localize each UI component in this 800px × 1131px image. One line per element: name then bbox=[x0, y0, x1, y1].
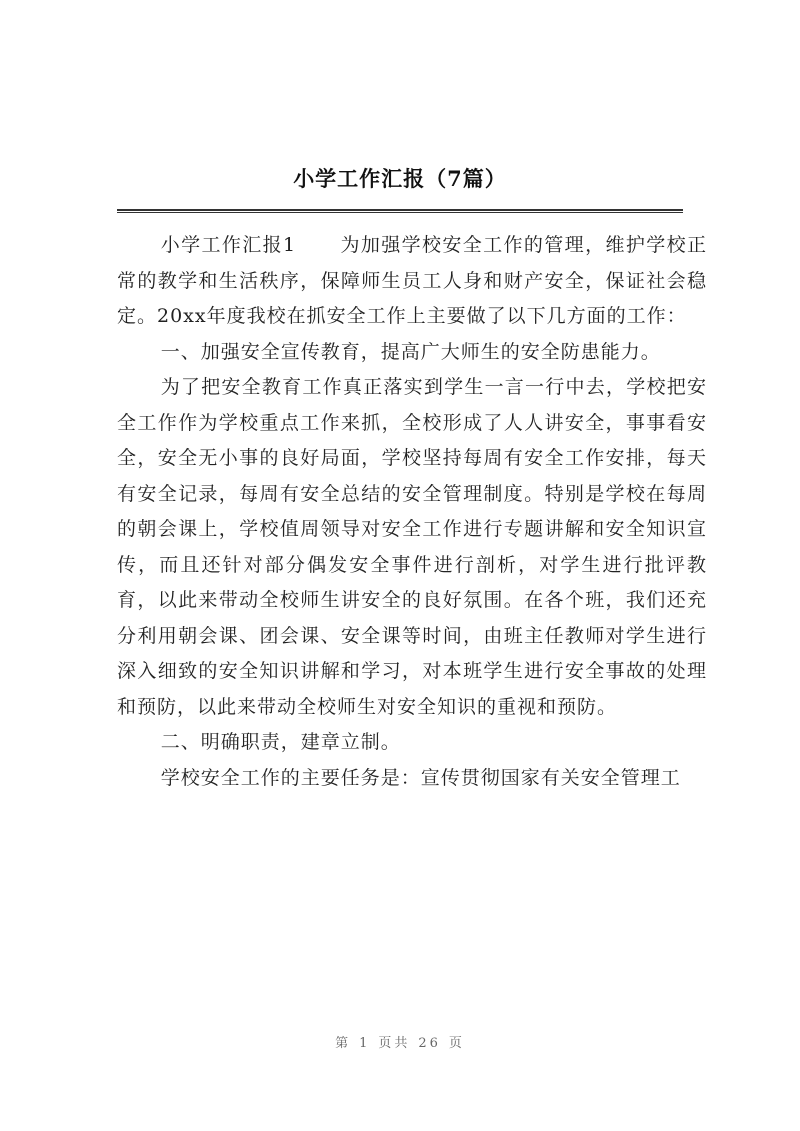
paragraph-intro bbox=[117, 228, 707, 335]
footer-prefix: 第 bbox=[335, 1036, 352, 1051]
page-footer bbox=[0, 1032, 800, 1051]
paragraph-text: 为加强学校安全工作的管理，维护学校正常的教学和生活秩序，保障师生员工人身和财产安全，保证社会稳定。20xx年度我校在抓安全工作上主要做了以下几方面的工作： bbox=[117, 234, 707, 327]
paragraph-heading-1: 一、加强安全宣传教育，提高广大师生的安全防患能力。 bbox=[160, 340, 661, 363]
current-page-number: 1 bbox=[359, 1036, 371, 1051]
document-title: 小学工作汇报（7篇） bbox=[293, 166, 507, 191]
document-body bbox=[117, 228, 707, 796]
title-divider bbox=[117, 209, 683, 213]
footer-middle: 页共 bbox=[378, 1036, 411, 1051]
paragraph-body-2: 学校安全工作的主要任务是：宣传贯彻国家有关安全管理工 bbox=[160, 766, 681, 789]
paragraph-body-1: 为了把安全教育工作真正落实到学生一言一行中去，学校把安全工作作为学校重点工作来抓，全校形成了人人讲安全，事事看安全，安全无小事的良好局面，学校坚持每周有安全工作安排，每天有安全记录，每周有安全总结的安全管理制度。特别是学校在每周的朝会课上，学校值周领导对安全工作进行专题讲解和安全知识宣传，而且还针对部分偶发安全事件进行剖析，对学生进行批评教育，以此来带动全校师生讲安全的良好氛围。在各个班，我们还充分利用朝会课、团会课、安全课等时间，由班主任教师对学生进行深入细致的安全知识讲解和学习，对本班学生进行安全事故的处理和预防，以此来带动全校师生对安全知识的重视和预防。 bbox=[117, 376, 707, 718]
section-lead: 小学工作汇报1 bbox=[160, 234, 297, 256]
paragraph-heading-2: 二、明确职责，建章立制。 bbox=[160, 731, 401, 753]
footer-suffix: 页 bbox=[448, 1036, 465, 1051]
total-pages-number: 26 bbox=[418, 1036, 441, 1051]
